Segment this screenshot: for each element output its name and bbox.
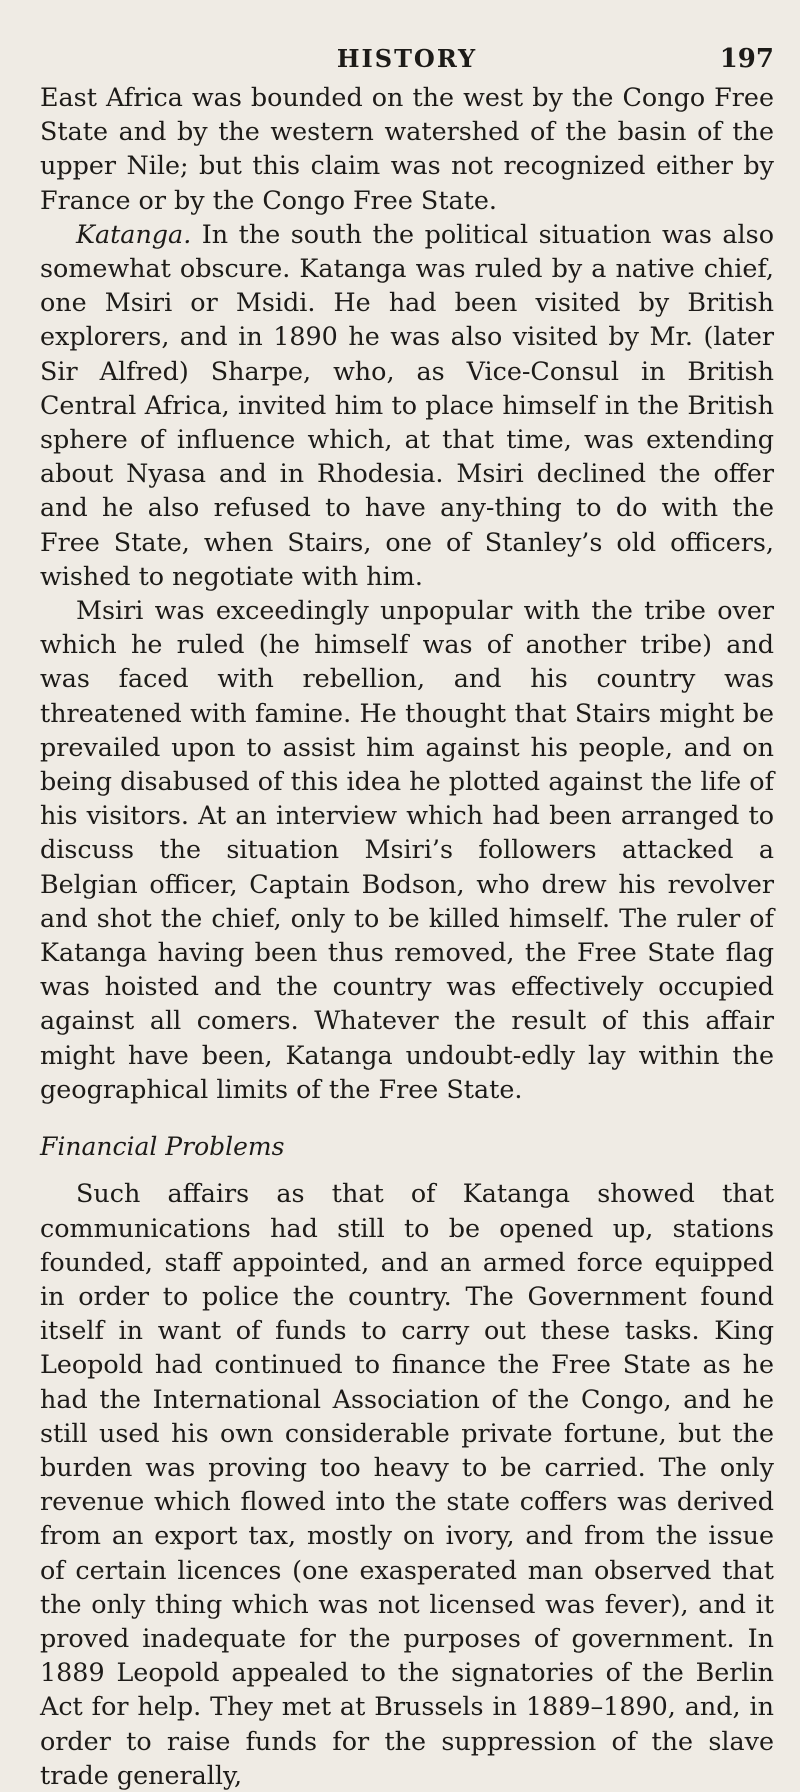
- paragraph-1: East Africa was bounded on the west by the Congo Free State and by the western watershed of the basin of the upper Nile; but this claim was not recognized either by France or by the Congo Free State.: [40, 82, 774, 215]
- paragraph-financial: Such affairs as that of Katanga showed that communications had still to be opened up, stations founded, staff appointed, and an armed force equipped in order to police the country. The Government found itself in want of funds to carry out these tasks. King Leopold had continued to finance the Free State as he had the International Association of the Congo, and he still used his own considerable private fortune, but the burden was proving too heavy to be carried. The only revenue which flowed into the state coffers was derived from an export tax, mostly on ivory, and from the issue of certain licences (one exasperated man observed that the only thing which was not licensed was fever), and it proved inadequate for the purposes of government. In 1889 Leopold appealed to the signatories of the Berlin Act for help. They met at Brussels in 1889–1890, and, in order to raise funds for the suppression of the slave trade generally,: [40, 1178, 774, 1790]
- paragraph-katanga-text: In the south the political situation was also somewhat obscure. Katanga was ruled by a native chief, one Msiri or Msidi. He had been visited by British explorers, and in 1890 he was also visited by Mr. (later Sir Alfred) Sharpe, who, as Vice-Consul in British Central Africa, invited him to place himself in the British sphere of influence which, at that time, was extending about Nyasa and in Rhodesia. Msiri declined the offer and he also refused to have any-thing to do with the Free State, when Stairs, one of Stanley’s old officers, wished to negotiate with him.: [40, 218, 774, 591]
- page-body: [40, 80, 774, 1792]
- paragraph-msiri: Msiri was exceedingly unpopular with the tribe over which he ruled (he himself was of another tribe) and was faced with rebellion, and his country was threatened with famine. He thought that Stairs might be prevailed upon to assist him against his people, and on being disabused of this idea he plotted against the life of his visitors. At an interview which had been arranged to discuss the situation Msiri’s followers attacked a Belgian officer, Captain Bodson, who drew his revolver and shot the chief, only to be killed himself. The ruler of Katanga having been thus removed, the Free State flag was hoisted and the country was effectively occupied against all comers. Whatever the result of this affair might have been, Katanga undoubt-edly lay within the geographical limits of the Free State.: [40, 595, 774, 1104]
- paragraph-katanga: [40, 217, 774, 593]
- page-header: [40, 44, 774, 80]
- page-number: 197: [719, 44, 774, 74]
- section-heading: Financial Problems: [40, 1132, 285, 1162]
- run-in-heading-katanga: Katanga.: [76, 218, 192, 249]
- running-head: HISTORY: [336, 44, 478, 73]
